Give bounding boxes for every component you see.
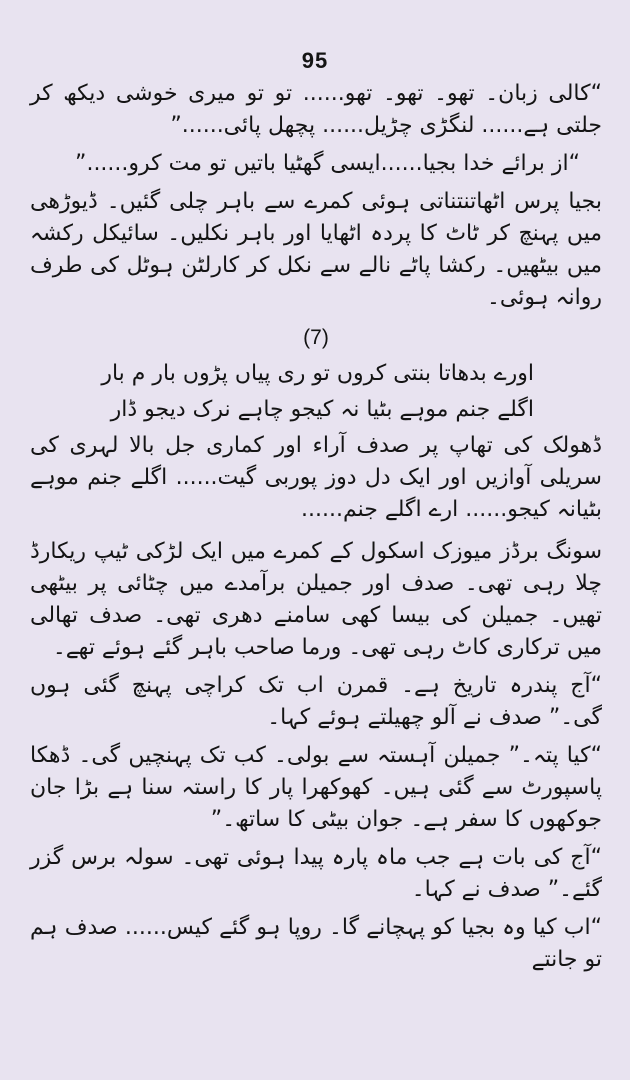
dialogue-paragraph: “آج کی بات ہے جب ماہ پارہ پیدا ہوئی تھی۔ سولہ برس گزر گئے۔” صدف نے کہا۔ bbox=[30, 845, 602, 902]
section-number: (7) bbox=[303, 326, 329, 349]
song-line: اگلے جنم موہے بٹیا نہ کیجو چاہے نرک دیجو ڈار bbox=[110, 397, 534, 422]
dialogue-paragraph: “از برائے خدا بجیا......ایسی گھٹیا باتیں تو مت کرو......” bbox=[75, 151, 580, 176]
dialogue-paragraph: “کیا پتہ۔” جمیلن آہستہ سے بولی۔ کب تک پہنچیں گی۔ ڈھکا پاسپورٹ سے گئی ہیں۔ کھوکھرا پار کا راستہ سنا ہے بڑا جان جوکھوں کا سفر ہے۔ جوان بیٹی کا ساتھ۔” bbox=[30, 743, 602, 832]
narrative-paragraph: ڈھولک کی تھاپ پر صدف آراء اور کماری جل بالا لہری کی سریلی آوازیں اور ایک دل دوز پوربی گیت...... اگلے جنم موہے بٹیانہ کیجو...... ارے اگلے جنم...... bbox=[30, 433, 602, 522]
narrative-paragraph: بجیا پرس اٹھاتنتناتی ہوئی کمرے سے باہر چلی گئیں۔ ڈیوڑھی میں پہنچ کر ٹاٹ کا پردہ اٹھایا اور باہر نکلیں۔ سائیکل رکشہ میں بیٹھیں۔ رکشا پاٹے نالے سے نکل کر کارلٹن ہوٹل کی طرف روانہ ہوئی۔ bbox=[30, 189, 602, 310]
page-number: 95 bbox=[301, 48, 329, 73]
page-text bbox=[30, 78, 602, 982]
dialogue-paragraph: “آج پندرہ تاریخ ہے۔ قمرن اب تک کراچی پہنچ گئی ہوں گی۔” صدف نے آلو چھیلتے ہوئے کہا۔ bbox=[30, 673, 602, 730]
song-line: اورے بدھاتا بنتی کروں تو ری پیاں پڑوں بار م بار bbox=[101, 361, 534, 386]
dialogue-paragraph: “اب کیا وہ بجیا کو پہچانے گا۔ روپا ہو گئے کیس...... صدف ہم تو جانتے bbox=[30, 915, 602, 972]
narrative-paragraph: سونگ برڈز میوزک اسکول کے کمرے میں ایک لڑکی ٹیپ ریکارڈ چلا رہی تھی۔ صدف اور جمیلن برآمدے میں چٹائی پر بیٹھی تھیں۔ جمیلن کی بیسا کھی سامنے دھری تھی۔ صدف تھالی میں ترکاری کاٹ رہی تھی۔ ورما صاحب باہر گئے ہوئے تھے۔ bbox=[30, 539, 602, 660]
dialogue-paragraph: “کالی زبان۔ تھو۔ تھو۔ تھو...... تو تو میری خوشی دیکھ کر جلتی ہے...... لنگڑی چڑیل...... پچھل پائی......” bbox=[30, 81, 602, 138]
